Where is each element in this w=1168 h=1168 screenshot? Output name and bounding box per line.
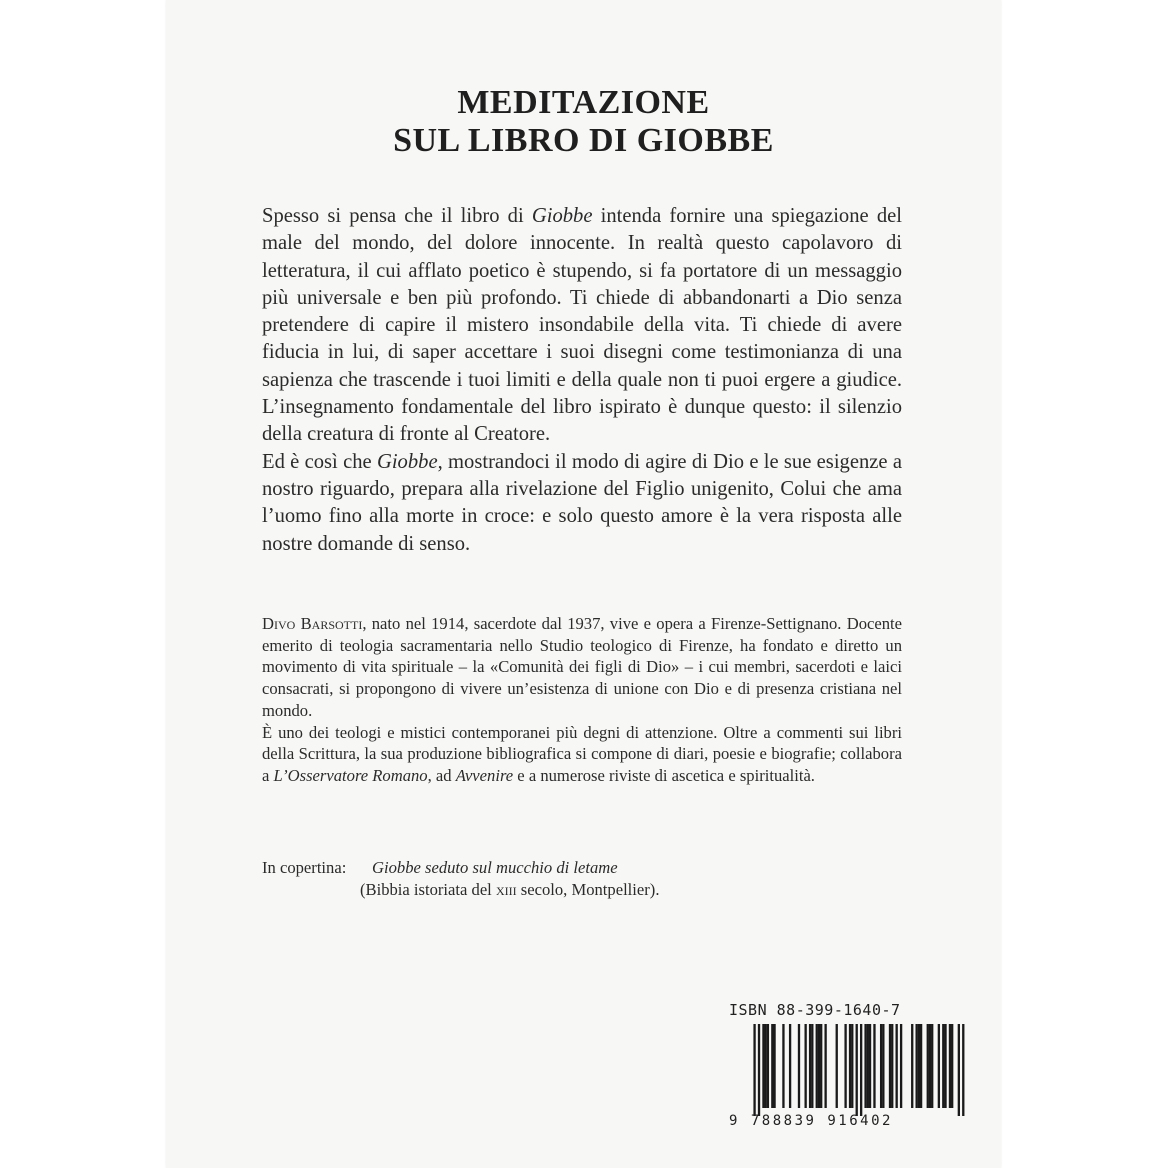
description-paragraph-2 [262,449,902,558]
barcode-bar [844,1024,846,1108]
source-text: (Bibbia istoriata del [360,879,496,899]
barcode-bar [869,1024,871,1108]
barcode-bar [856,1024,858,1116]
barcode-bar [942,1024,944,1108]
barcode-bar [920,1024,922,1108]
title-line-1: MEDITAZIONE [457,84,710,121]
barcode [729,1024,971,1129]
description-text: Spesso si pensa che il libro di [262,205,532,227]
barcode-bar [809,1024,811,1108]
publication-name: L’Osservatore Romano [273,765,428,785]
barcode-bar [762,1024,764,1108]
barcode-bar [889,1024,891,1108]
book-back-cover [166,0,1001,1168]
barcode-bar [818,1024,820,1108]
barcode-bar [882,1024,884,1108]
barcode-digits: 9 788839 916402 [729,1113,893,1129]
barcode-bar [816,1024,818,1108]
description-text: , mostrandoci il modo di agire di Dio e le sue esigenze a nostro riguardo, prepara alla rivelazione del Figlio unigenito, Colui che ama l’uomo fino alla morte in croce: e solo questo amore è la vera risposta alle nostre domande di senso. [262,450,902,555]
description-text: Ed è così che [262,450,377,473]
barcode-bars [729,1024,971,1116]
author-name: Divo Barsotti [262,614,363,633]
barcode-bar [927,1024,929,1108]
barcode-bar [771,1024,773,1108]
description-italic-title: Giobbe [376,450,438,473]
barcode-bar [798,1024,800,1108]
bio-text: , nato nel 1914, sacerdote dal 1937, vive e opera a Firenze-Settignano. Docente emerito di teologia sacramentaria nello Studio teologico di Firenze, ha fondato e diretto un movimento di vita spirituale – la «Comunità dei figli di Dio» – i cui membri, sacerdoti e laici consacrati, si propongono di vivere un’esistenza di unione con Dio e di presenza cristiana nel mondo. [262,614,902,720]
barcode-bar [951,1024,953,1108]
barcode-bar [944,1024,946,1108]
barcode-bar [765,1024,767,1108]
barcode-bar [849,1024,851,1108]
barcode-bar [896,1024,898,1108]
title-line-2: SUL LIBRO DI GIOBBE [393,122,774,159]
barcode-bar [851,1024,853,1108]
barcode-bar [958,1024,960,1116]
cover-artwork-source [360,879,659,901]
barcode-bar [860,1024,862,1116]
barcode-bar [916,1024,918,1108]
barcode-bar [836,1024,838,1108]
barcode-bar [804,1024,806,1108]
barcode-bar [949,1024,951,1108]
barcode-bar [929,1024,931,1108]
isbn-label: ISBN 88-399-1640-7 [729,1001,901,1019]
century-numeral: xiii [495,879,517,899]
bio-text: È uno dei teologi e mistici contemporanei più degni di attenzione. Oltre a commenti sui libri della Scrittura, la sua produzione bibliografica si compone di diari, poesie e biografie; collabora a [262,722,902,785]
bio-paragraph-2 [262,722,902,787]
barcode-bar [900,1024,902,1108]
barcode-bar [911,1024,913,1108]
cover-credit-label: In copertina: [262,858,347,877]
barcode-bar [938,1024,940,1108]
description-text: intenda fornire una spiegazione del male del mondo, del dolore innocente. In realtà questo capolavoro di letteratura, il cui afflato poetico è stupendo, si fa portatore di un messaggio più universale e ben più profondo. Ti chiede di abbandonarti a Dio senza pretendere di capire il mistero insondabile della vita. Ti chiede di avere fiducia in lui, di saper accettare i suoi disegni come testimonianza di una sapienza che trascende i tuoi limiti e della quale non ti puoi ergere a giudice. L’insegnamento fondamentale del libro ispirato è dunque questo: il silenzio della creatura di fronte al Creatore. [262,205,902,446]
publication-name: Avvenire [455,765,514,785]
source-text: secolo, Montpellier). [516,879,660,899]
barcode-bar [773,1024,775,1108]
barcode-bar [824,1024,826,1108]
barcode-bar [891,1024,893,1108]
barcode-bar [789,1024,791,1108]
barcode-bar [753,1024,755,1116]
barcode-bar [758,1024,760,1116]
book-description [262,203,902,558]
barcode-bar [767,1024,769,1108]
bio-paragraph-1 [262,613,902,722]
barcode-bar [864,1024,866,1108]
bio-text: , ad [427,765,456,785]
bio-text: e a numerose riviste di ascetica e spiritualità. [513,765,815,785]
barcode-bar [820,1024,822,1108]
barcode-bar [811,1024,813,1108]
barcode-bar [867,1024,869,1108]
barcode-bar [962,1024,964,1116]
description-paragraph-1 [262,203,902,449]
barcode-bar [880,1024,882,1108]
barcode-bar [931,1024,933,1108]
barcode-bar [918,1024,920,1108]
cover-artwork-title: Giobbe seduto sul mucchio di letame [372,858,618,877]
barcode-bar [873,1024,875,1108]
cover-credit [262,857,659,900]
barcode-bar [782,1024,784,1108]
book-title [166,84,1001,160]
author-bio [262,613,902,787]
description-italic-title: Giobbe [531,205,593,227]
